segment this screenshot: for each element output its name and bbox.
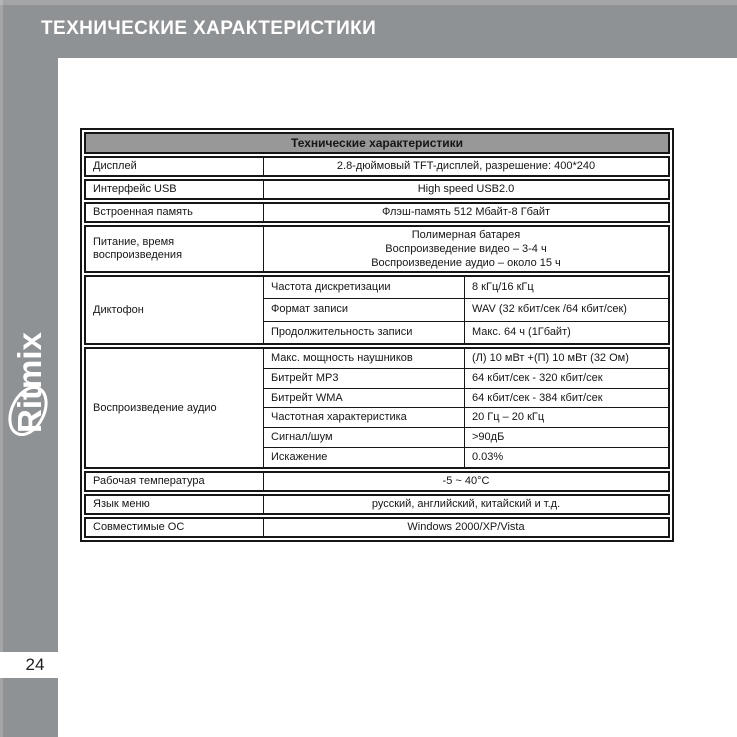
- row-label: Встроенная память: [86, 204, 264, 221]
- table-subrow: [264, 368, 668, 388]
- table-subrow: [264, 407, 668, 427]
- table-subrow: [264, 298, 668, 320]
- row-label: Интерфейс USB: [86, 181, 264, 198]
- row-value: High speed USB2.0: [417, 183, 515, 195]
- left-edge-highlight: [0, 0, 3, 737]
- brand-logo: [4, 296, 56, 436]
- group-rows: [264, 349, 668, 467]
- row-label: Питание, время воспроизведения: [86, 227, 264, 271]
- row-value: [264, 227, 668, 271]
- subrow-value: WAV (32 кбит/сек /64 кбит/сек): [472, 303, 627, 316]
- subrow-name: Макс. мощность наушников: [264, 349, 465, 368]
- table-group-dictaphone: [84, 275, 670, 345]
- table-row-compatible-os: [84, 517, 670, 538]
- table-title-row: [84, 132, 670, 154]
- table-row-memory: [84, 202, 670, 223]
- subrow-value: >90дБ: [472, 431, 505, 444]
- row-label: Язык меню: [86, 496, 264, 513]
- subrow-name: Частота дискретизации: [264, 277, 465, 298]
- subrow-name: Битрейт MP3: [264, 369, 465, 388]
- subrow-value: (Л) 10 мВт +(П) 10 мВт (32 Ом): [472, 351, 629, 364]
- subrow-value: 20 Гц – 20 кГц: [472, 411, 545, 424]
- power-line: Воспроизведение аудио – около 15 ч: [371, 257, 561, 269]
- row-value: русский, английский, китайский и т.д.: [371, 498, 561, 510]
- table-row-usb: [84, 179, 670, 200]
- table-title: Технические характеристики: [290, 135, 464, 150]
- ritmix-logo-icon: [4, 296, 56, 436]
- page-number: 24: [0, 652, 70, 678]
- group-rows: [264, 277, 668, 343]
- table-row-temperature: [84, 471, 670, 492]
- brand-logo-text: Ritmix: [11, 332, 48, 433]
- table-subrow: [264, 321, 668, 343]
- row-label: Рабочая температура: [86, 473, 264, 490]
- page-title: ТЕХНИЧЕСКИЕ ХАРАКТЕРИСТИКИ: [41, 18, 377, 39]
- table-row-power: [84, 225, 670, 273]
- subrow-name: Битрейт WMA: [264, 389, 465, 408]
- subrow-name: Продолжительность записи: [264, 322, 465, 343]
- row-value: Windows 2000/XP/Vista: [407, 521, 525, 533]
- table-subrow: [264, 447, 668, 467]
- subrow-name: Формат записи: [264, 299, 465, 320]
- table-subrow: [264, 277, 668, 298]
- subrow-name: Искажение: [264, 448, 465, 467]
- power-line: Полимерная батарея: [411, 229, 521, 241]
- row-label: Дисплей: [86, 158, 264, 175]
- subrow-name: Частотная характеристика: [264, 408, 465, 427]
- table-subrow: [264, 388, 668, 408]
- table-subrow: [264, 427, 668, 447]
- subrow-value: Макс. 64 ч (1Гбайт): [472, 325, 571, 338]
- subrow-value: 64 кбит/сек - 384 кбит/сек: [472, 391, 603, 404]
- subrow-name: Сигнал/шум: [264, 428, 465, 447]
- subrow-value: 8 кГц/16 кГц: [472, 281, 534, 294]
- table-row-display: [84, 156, 670, 177]
- subrow-value: 0.03%: [472, 451, 504, 464]
- row-value: Флэш-память 512 Мбайт-8 Гбайт: [382, 206, 550, 218]
- table-subrow: [264, 349, 668, 368]
- row-value: 2.8-дюймовый TFT-дисплей, разрешение: 400*240: [336, 160, 596, 172]
- group-label: Воспроизведение аудио: [86, 349, 264, 467]
- table-group-audio-playback: [84, 347, 670, 469]
- power-line: Воспроизведение видео – 3-4 ч: [385, 243, 547, 255]
- table-row-menu-language: [84, 494, 670, 515]
- group-label: Диктофон: [86, 277, 264, 343]
- row-label: Совместимые ОС: [86, 519, 264, 536]
- spec-table: [80, 128, 674, 542]
- subrow-value: 64 кбит/сек - 320 кбит/сек: [472, 371, 603, 384]
- row-value: -5 ~ 40°C: [442, 475, 490, 487]
